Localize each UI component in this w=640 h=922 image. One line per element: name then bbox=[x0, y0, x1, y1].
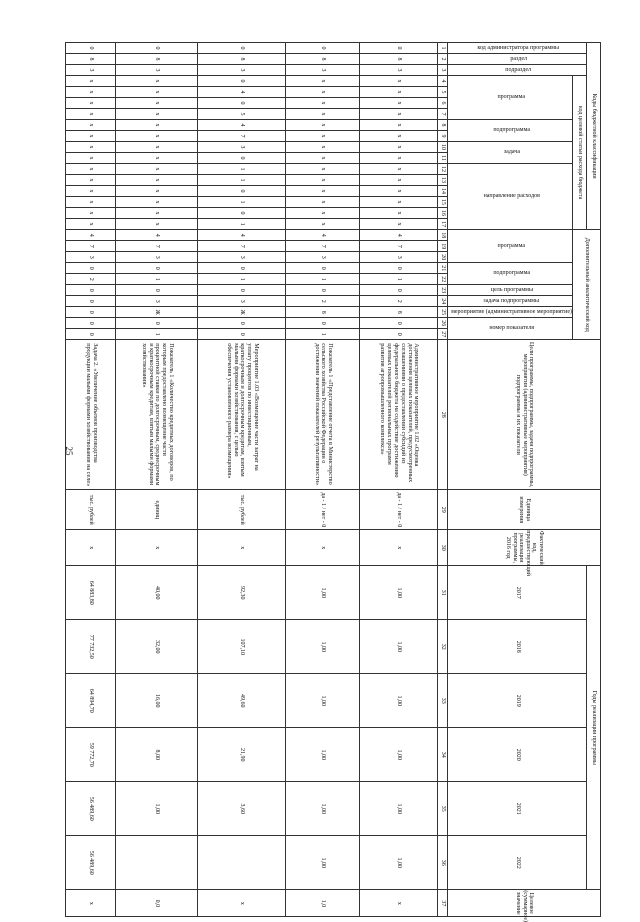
column-number: 26 bbox=[438, 318, 448, 329]
column-number-row bbox=[438, 43, 448, 917]
code-cell: х bbox=[286, 120, 360, 131]
code-cell: х bbox=[116, 197, 198, 208]
indicator-name: Показатель 1 «Количество кредитных договоров, по которым предоставлено возмещение части процентной ставки по долгосрочным, среднесрочным и краткосрочным кредитам, взятым малыми формами хозяйствования» bbox=[116, 340, 198, 490]
header-fact: Фактический код, предшествующий реализации программы, 2016 год bbox=[448, 530, 601, 566]
code-cell: 0 bbox=[116, 318, 198, 329]
column-number: 24 bbox=[438, 296, 448, 307]
unit-cell: тыс. рублей bbox=[198, 490, 286, 530]
column-number: 21 bbox=[438, 263, 448, 274]
year-value: 40,00 bbox=[116, 566, 198, 620]
code-cell: 0 bbox=[66, 285, 116, 296]
code-cell: 3 bbox=[360, 65, 438, 76]
year-value: 77 732,50 bbox=[66, 620, 116, 674]
code-cell: 0 bbox=[360, 329, 438, 340]
code-cell: х bbox=[116, 76, 198, 87]
code-cell: х bbox=[360, 109, 438, 120]
program-indicators-table bbox=[66, 42, 602, 922]
header-years: Годы реализации программы bbox=[587, 566, 601, 890]
column-number: 34 bbox=[438, 728, 448, 782]
code-cell: х bbox=[286, 76, 360, 87]
code-cell: 3 bbox=[360, 252, 438, 263]
column-number: 28 bbox=[438, 340, 448, 490]
code-cell: х bbox=[66, 87, 116, 98]
code-cell: 0 bbox=[198, 263, 286, 274]
year-value: 64 894,70 bbox=[66, 674, 116, 728]
year-value: 1,00 bbox=[360, 674, 438, 728]
final-value: х bbox=[360, 890, 438, 917]
code-cell: 3 bbox=[116, 252, 198, 263]
code-cell: 0 bbox=[66, 296, 116, 307]
code-cell: 1 bbox=[198, 197, 286, 208]
code-cell: 1 bbox=[116, 329, 198, 340]
code-cell: 7 bbox=[198, 131, 286, 142]
code-cell: 1 bbox=[286, 274, 360, 285]
column-number: 19 bbox=[438, 241, 448, 252]
code-cell: 3 bbox=[66, 65, 116, 76]
code-cell: 0 bbox=[286, 318, 360, 329]
year-value: 1,00 bbox=[116, 782, 198, 836]
code-cell: 0 bbox=[66, 329, 116, 340]
code-cell: Ж bbox=[198, 307, 286, 318]
header-year-2022: 2022 bbox=[448, 836, 587, 890]
fact-cell: х bbox=[66, 530, 116, 566]
code-cell: х bbox=[286, 109, 360, 120]
code-cell: 1 bbox=[286, 329, 360, 340]
year-value: 1,00 bbox=[360, 620, 438, 674]
code-cell: 7 bbox=[66, 241, 116, 252]
page-number: 25 bbox=[64, 446, 74, 456]
indicator-name: Административное мероприятие 1.02 «Оценка достижения целевых показателей, предусмотренных соглашениями о предоставлении субсидий из федерального бюджета на содействие достижению целевых показателей региональных программ развития агропромышленного комплекса» bbox=[360, 340, 438, 490]
code-cell: 0 bbox=[66, 43, 116, 54]
unit-cell: единиц bbox=[116, 490, 198, 530]
code-cell: х bbox=[360, 120, 438, 131]
final-value: х bbox=[66, 890, 116, 917]
column-number: 6 bbox=[438, 98, 448, 109]
final-value: 1,0 bbox=[286, 890, 360, 917]
fact-cell: х bbox=[198, 530, 286, 566]
code-cell: х bbox=[286, 197, 360, 208]
fact-cell: х bbox=[116, 530, 198, 566]
code-cell: 1 bbox=[198, 164, 286, 175]
column-number: 33 bbox=[438, 674, 448, 728]
year-value: 56 489,60 bbox=[66, 836, 116, 890]
header-year-2020: 2020 bbox=[448, 728, 587, 782]
code-cell: 3 bbox=[286, 252, 360, 263]
code-cell: 8 bbox=[360, 307, 438, 318]
header-add-event: мероприятие (административное мероприятие) bbox=[448, 307, 573, 318]
column-number: 30 bbox=[438, 530, 448, 566]
code-cell: 0 bbox=[360, 318, 438, 329]
year-value: 92,30 bbox=[198, 566, 286, 620]
year-value: 8,00 bbox=[116, 728, 198, 782]
code-cell: 0 bbox=[198, 285, 286, 296]
rotated-table-container bbox=[85, 42, 601, 922]
code-cell: 8 bbox=[116, 54, 198, 65]
code-cell: 4 bbox=[116, 230, 198, 241]
code-cell: х bbox=[116, 109, 198, 120]
code-cell: 3 bbox=[286, 65, 360, 76]
code-cell: 4 bbox=[198, 230, 286, 241]
code-cell: 0 bbox=[198, 98, 286, 109]
header-name: Цели программы, подпрограммы, задачи подпрограммы, мероприятия (административные мероприятия) подпрограммы и их показатели bbox=[448, 340, 601, 490]
header-subsection: подраздел bbox=[448, 65, 587, 76]
code-cell: х bbox=[360, 98, 438, 109]
code-cell: 3 bbox=[198, 65, 286, 76]
code-cell: х bbox=[360, 175, 438, 186]
year-value: 1,00 bbox=[286, 836, 360, 890]
code-cell: х bbox=[116, 153, 198, 164]
code-cell: 4 bbox=[286, 230, 360, 241]
code-cell: 2 bbox=[66, 274, 116, 285]
unit-cell: тыс. рублей bbox=[66, 490, 116, 530]
year-value: 1,00 bbox=[286, 728, 360, 782]
final-value: х bbox=[198, 890, 286, 917]
code-cell: х bbox=[66, 208, 116, 219]
column-number: 16 bbox=[438, 208, 448, 219]
code-cell: 1 bbox=[116, 274, 198, 285]
code-cell: 3 bbox=[116, 65, 198, 76]
header-year-2021: 2021 bbox=[448, 782, 587, 836]
table-row bbox=[116, 43, 198, 917]
year-value: 107,10 bbox=[198, 620, 286, 674]
year-value: 1,00 bbox=[360, 782, 438, 836]
year-value: 1,00 bbox=[286, 566, 360, 620]
code-cell: х bbox=[286, 98, 360, 109]
code-cell: 0 bbox=[198, 318, 286, 329]
code-cell: х bbox=[360, 186, 438, 197]
final-value: 0,0 bbox=[116, 890, 198, 917]
header-year-2018: 2018 bbox=[448, 620, 587, 674]
code-cell: 8 bbox=[286, 54, 360, 65]
code-cell: 7 bbox=[116, 241, 198, 252]
code-cell: 3 bbox=[198, 252, 286, 263]
code-cell: 0 bbox=[116, 43, 198, 54]
code-cell: 4 bbox=[360, 230, 438, 241]
table-row bbox=[198, 43, 286, 917]
unit-cell: да - 1 / нет - 0 bbox=[286, 490, 360, 530]
column-number: 35 bbox=[438, 782, 448, 836]
year-value: 21,90 bbox=[198, 728, 286, 782]
code-cell: х bbox=[116, 175, 198, 186]
code-cell: 0 bbox=[116, 263, 198, 274]
code-cell: х bbox=[116, 208, 198, 219]
code-cell: х bbox=[286, 131, 360, 142]
header-add-goal: цель программы bbox=[448, 285, 573, 296]
column-number: 3 bbox=[438, 65, 448, 76]
year-value: 1,00 bbox=[286, 782, 360, 836]
code-cell: х bbox=[286, 87, 360, 98]
year-value: 1,00 bbox=[360, 566, 438, 620]
header-direction: направление расходов bbox=[448, 164, 573, 230]
code-cell: х bbox=[286, 208, 360, 219]
year-value: 32,00 bbox=[116, 620, 198, 674]
year-value: 1,00 bbox=[286, 620, 360, 674]
code-cell: 0 bbox=[360, 263, 438, 274]
code-cell: 2 bbox=[286, 296, 360, 307]
code-cell: х bbox=[360, 153, 438, 164]
code-cell: х bbox=[116, 120, 198, 131]
column-number: 12 bbox=[438, 164, 448, 175]
column-number: 2 bbox=[438, 54, 448, 65]
code-cell: 4 bbox=[66, 230, 116, 241]
code-cell: 4 bbox=[198, 120, 286, 131]
year-value: 1,00 bbox=[286, 674, 360, 728]
code-cell: х bbox=[286, 164, 360, 175]
code-cell: 4 bbox=[198, 87, 286, 98]
fact-cell: х bbox=[360, 530, 438, 566]
year-value: 64 883,80 bbox=[66, 566, 116, 620]
code-cell: х bbox=[116, 164, 198, 175]
header-goal: задача bbox=[448, 142, 573, 164]
year-value: 3,60 bbox=[198, 782, 286, 836]
code-cell: х bbox=[66, 120, 116, 131]
header-add-subprogram: подпрограмма bbox=[448, 263, 573, 285]
column-number: 5 bbox=[438, 87, 448, 98]
header-add-indicator: номер показателя bbox=[448, 318, 573, 340]
table-row bbox=[360, 43, 438, 917]
code-cell: 0 bbox=[66, 318, 116, 329]
header-admin: код администратора программы bbox=[448, 43, 587, 54]
header-add-program: программа bbox=[448, 230, 573, 263]
header-year-2019: 2019 bbox=[448, 674, 587, 728]
code-cell: х bbox=[66, 175, 116, 186]
code-cell: х bbox=[360, 164, 438, 175]
code-cell: 0 bbox=[286, 43, 360, 54]
code-cell: 3 bbox=[116, 296, 198, 307]
column-number: 27 bbox=[438, 329, 448, 340]
code-cell: х bbox=[360, 208, 438, 219]
code-cell: 1 bbox=[198, 274, 286, 285]
column-number: 17 bbox=[438, 219, 448, 230]
code-cell: х bbox=[360, 76, 438, 87]
column-number: 11 bbox=[438, 153, 448, 164]
code-cell: 0 bbox=[286, 263, 360, 274]
column-number: 18 bbox=[438, 230, 448, 241]
code-cell: х bbox=[360, 219, 438, 230]
code-cell: 3 bbox=[198, 142, 286, 153]
year-value bbox=[198, 836, 286, 890]
code-cell: 7 bbox=[360, 241, 438, 252]
header-add-task: задача подпрограммы bbox=[448, 296, 573, 307]
code-cell: Ж bbox=[116, 307, 198, 318]
column-number: 22 bbox=[438, 274, 448, 285]
unit-cell: да - 1 / нет - 0 bbox=[360, 490, 438, 530]
code-cell: х bbox=[66, 186, 116, 197]
column-number: 29 bbox=[438, 490, 448, 530]
column-number: 7 bbox=[438, 109, 448, 120]
code-cell: 3 bbox=[66, 252, 116, 263]
table-row bbox=[286, 43, 360, 917]
header-additional-code: Дополнительный аналитический код bbox=[573, 230, 601, 340]
code-cell: х bbox=[116, 87, 198, 98]
code-cell: 2 bbox=[360, 296, 438, 307]
code-cell: 0 bbox=[116, 285, 198, 296]
code-cell: 8 bbox=[198, 54, 286, 65]
code-cell: х bbox=[66, 197, 116, 208]
code-cell: 0 bbox=[66, 263, 116, 274]
code-cell: х bbox=[286, 142, 360, 153]
code-cell: 0 bbox=[198, 76, 286, 87]
column-number: 8 bbox=[438, 120, 448, 131]
code-cell: х bbox=[116, 131, 198, 142]
column-number: 4 bbox=[438, 76, 448, 87]
code-cell: 0 bbox=[198, 43, 286, 54]
code-cell: 0 bbox=[198, 208, 286, 219]
column-number: 23 bbox=[438, 285, 448, 296]
code-cell: 8 bbox=[66, 54, 116, 65]
code-cell: 0 bbox=[286, 285, 360, 296]
column-number: 14 bbox=[438, 186, 448, 197]
code-cell: х bbox=[360, 87, 438, 98]
code-cell: х bbox=[66, 142, 116, 153]
year-value bbox=[116, 836, 198, 890]
year-value: 59 772,70 bbox=[66, 728, 116, 782]
column-number: 13 bbox=[438, 175, 448, 186]
code-cell: х bbox=[66, 76, 116, 87]
column-number: 36 bbox=[438, 836, 448, 890]
code-cell: 0 bbox=[198, 186, 286, 197]
column-number: 25 bbox=[438, 307, 448, 318]
code-cell: 1 bbox=[198, 175, 286, 186]
code-cell: 0 bbox=[198, 153, 286, 164]
code-cell: х bbox=[286, 153, 360, 164]
code-cell: х bbox=[286, 186, 360, 197]
header-program: программа bbox=[448, 76, 573, 120]
year-value: 1,00 bbox=[360, 836, 438, 890]
code-cell: х bbox=[360, 197, 438, 208]
column-number: 1 bbox=[438, 43, 448, 54]
indicator-name: Мероприятие 1.03 «Возмещение части затрат на уплату процентов по инвестиционным, краткосрочным и долгосрочным кредитам, взятым малыми формами хозяйствования, с целью обеспечения установленного размера возмещения» bbox=[198, 340, 286, 490]
indicator-name: Задача 2. «Увеличение объемов производства продукции малыми формами хозяйствования на селе» bbox=[66, 340, 116, 490]
column-number: 37 bbox=[438, 890, 448, 917]
year-value: 49,60 bbox=[198, 674, 286, 728]
code-cell: х bbox=[116, 219, 198, 230]
header-final: Целевое (суммарное) значение bbox=[448, 890, 601, 917]
code-cell: х bbox=[66, 164, 116, 175]
code-cell: х bbox=[360, 131, 438, 142]
code-cell: х bbox=[66, 109, 116, 120]
header-budget-classification: Коды бюджетной классификации bbox=[587, 43, 601, 230]
code-cell: 0 bbox=[66, 307, 116, 318]
code-cell: х bbox=[286, 175, 360, 186]
code-cell: 8 bbox=[286, 307, 360, 318]
year-value: 16,00 bbox=[116, 674, 198, 728]
column-number: 20 bbox=[438, 252, 448, 263]
code-cell: х bbox=[66, 219, 116, 230]
code-cell: х bbox=[360, 142, 438, 153]
column-number: 10 bbox=[438, 142, 448, 153]
table-row bbox=[66, 43, 116, 917]
code-cell: 7 bbox=[286, 241, 360, 252]
code-cell: 0 bbox=[198, 329, 286, 340]
column-number: 9 bbox=[438, 131, 448, 142]
column-number: 31 bbox=[438, 566, 448, 620]
header-section: раздел bbox=[448, 54, 587, 65]
code-cell: х bbox=[116, 98, 198, 109]
code-cell: 0 bbox=[360, 43, 438, 54]
header-target-article: код целевой статьи расхода бюджета bbox=[573, 76, 587, 230]
header-year-2017: 2017 bbox=[448, 566, 587, 620]
code-cell: 3 bbox=[198, 296, 286, 307]
code-cell: 7 bbox=[198, 241, 286, 252]
header-subprogram: подпрограмма bbox=[448, 120, 573, 142]
code-cell: х bbox=[116, 186, 198, 197]
code-cell: 5 bbox=[198, 109, 286, 120]
year-value: 56 489,60 bbox=[66, 782, 116, 836]
column-number: 15 bbox=[438, 197, 448, 208]
code-cell: 0 bbox=[360, 285, 438, 296]
column-number: 32 bbox=[438, 620, 448, 674]
code-cell: 1 bbox=[198, 219, 286, 230]
fact-cell: х bbox=[286, 530, 360, 566]
code-cell: 1 bbox=[360, 274, 438, 285]
code-cell: 8 bbox=[360, 54, 438, 65]
header-unit: Единица измерения bbox=[448, 490, 601, 530]
code-cell: х bbox=[66, 98, 116, 109]
year-value: 1,00 bbox=[360, 728, 438, 782]
code-cell: х bbox=[66, 131, 116, 142]
indicator-name: Показатель 1 «Представление отчета в Министерство сельского хозяйства Российской Федерации о достижении значений показателей результативности» bbox=[286, 340, 360, 490]
code-cell: х bbox=[66, 153, 116, 164]
code-cell: х bbox=[116, 142, 198, 153]
code-cell: х bbox=[286, 219, 360, 230]
